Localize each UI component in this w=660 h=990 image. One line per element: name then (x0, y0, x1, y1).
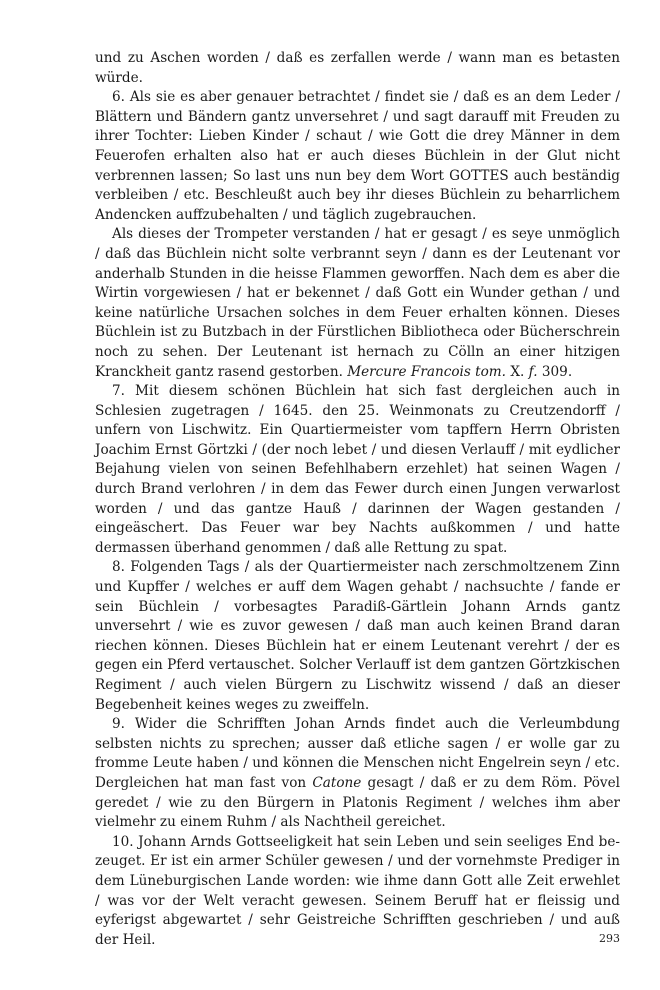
paragraph-text: 9. Wider die Schrifften Johan Arnds findet auch die Verleumbdung selbsten nichts zu sprechen; ausser daß etliche sagen / er wolle gar zu fromme Leute haben / und können die Menschen nicht Engelrein seyn / etc. Dergleichen hat man fast von (95, 716, 620, 791)
paragraph-text: 309. (537, 363, 573, 380)
paragraph-6-trompeter (95, 225, 620, 382)
paragraph-6 (95, 88, 620, 225)
paragraph-continued (95, 49, 620, 88)
paragraph-text: 8. Folgenden Tags / als der Quartiermeister nach zerschmoltzenem Zinn und Kupffer / welches er auff dem Wagen gehabt / nachsuchte / fande er sein Büchlein / vorbesagtes Paradiß-Gärtlein Johann Arnds gantz unversehrt / wie es zuvor gewesen / daß man auch keinen Brand daran riechen können. Dieses Büchlein hat er einem Leutenant verehrt / der es gegen ein Pferd vertauschet. Solcher Verlauff ist dem gantzen Görtzkischen Regiment / auch vielen Bürgern zu Lischwitz wissend / daß an dieser Begebenheit keines weges zu zweiffeln. (95, 559, 620, 713)
paragraph-8 (95, 558, 620, 715)
page-body (95, 49, 620, 950)
paragraph-text: 7. Mit diesem schönen Büchlein hat sich fast dergleichen auch in Schlesien zugetragen / 1645. den 25. Weinmonats zu Creutzendorff / unfern von Lischwitz. Ein Quartiermeister vom tapffern Herrn Obristen Joachim Ernst Görtzki / (der noch lebet / und diesen Verlauff / mit eydlicher Bejahung vielen von seinen Befehlhabern erzehlet) hat seinen Wagen / durch Brand verlohren / in dem das Fewer durch einen Jungen verwarlost worden / und das gantze Hauß / darinnen der Wagen gestanden / eingeäschert. Das Feuer war bey Nachts außkommen / und hatte dermassen überhand genommen / daß alle Rettung zu spat. (95, 383, 620, 556)
italic-citation-text: Catone (312, 774, 362, 791)
paragraph-text: und zu Aschen worden / daß es zerfallen werde / wann man es betasten würde. (95, 50, 620, 86)
paragraph-text: gesagt / daß er zu dem Röm. Pövel geredet / wie zu den Bürgern in Platonis Regiment / welches ihm aber vielmehr zu einem Ruhm / als Nachtheil gereichet. (95, 774, 620, 831)
italic-citation-text: Mercure Francois tom. (347, 363, 507, 380)
paragraph-text: X. (506, 363, 529, 380)
italic-citation-text: f. (528, 363, 538, 380)
paragraph-10 (95, 833, 620, 951)
paragraph-text: 10. Johann Arnds Gottseeligkeit hat sein Leben und sein seeliges End bezeuget. Er ist ein armer Schüler gewesen / und der vornehmste Prediger in dem Lüneburgischen Lande worden: wie ihme dann Gott alle Zeit erwehlet / was vor der Welt veracht gewesen. Seinem Beruff hat er fleissig und eyferigst abgewartet / sehr Geistreiche Schrifften geschrieben / und auß der Heil. (95, 833, 620, 948)
paragraph-text: Als dieses der Trompeter verstanden / hat er gesagt / es seye unmöglich / daß das Büchlein nicht solte verbrannt seyn / dann es der Leutenant vor anderhalb Stunden in die heisse Flammen geworffen. Nach dem es aber die Wirtin vorgewiesen / hat er bekennet / daß Gott ein Wunder gethan / und keine natürliche Ursachen solches in dem Feuer erhalten können. Dieses Büchlein ist zu Butzbach in der Fürstlichen Bibliotheca oder Bücherschrein noch zu sehen. Der Leutenant ist hernach zu Cölln an einer hitzigen Kranckheit gantz rasend gestorben. (95, 226, 620, 380)
page-number: 293 (599, 932, 620, 945)
paragraph-9 (95, 715, 620, 833)
paragraph-7 (95, 382, 620, 558)
paragraph-text: 6. Als sie es aber genauer betrachtet / findet sie / daß es an dem Leder / Blättern und Bändern gantz unversehret / und sagt darauff mit Freuden zu ihrer Tochter: Lieben Kinder / schaut / wie Gott die drey Männer in dem Feuerofen erhalten also hat er auch dieses Büchlein in der Glut nicht verbrennen lassen; So last uns nun bey dem Wort GOTTES auch beständig verbleiben / etc. Beschleußt auch bey ihr dieses Büchlein zu beharrlichem Andencken auffzubehalten / und täglich zugebrauchen. (95, 89, 620, 223)
